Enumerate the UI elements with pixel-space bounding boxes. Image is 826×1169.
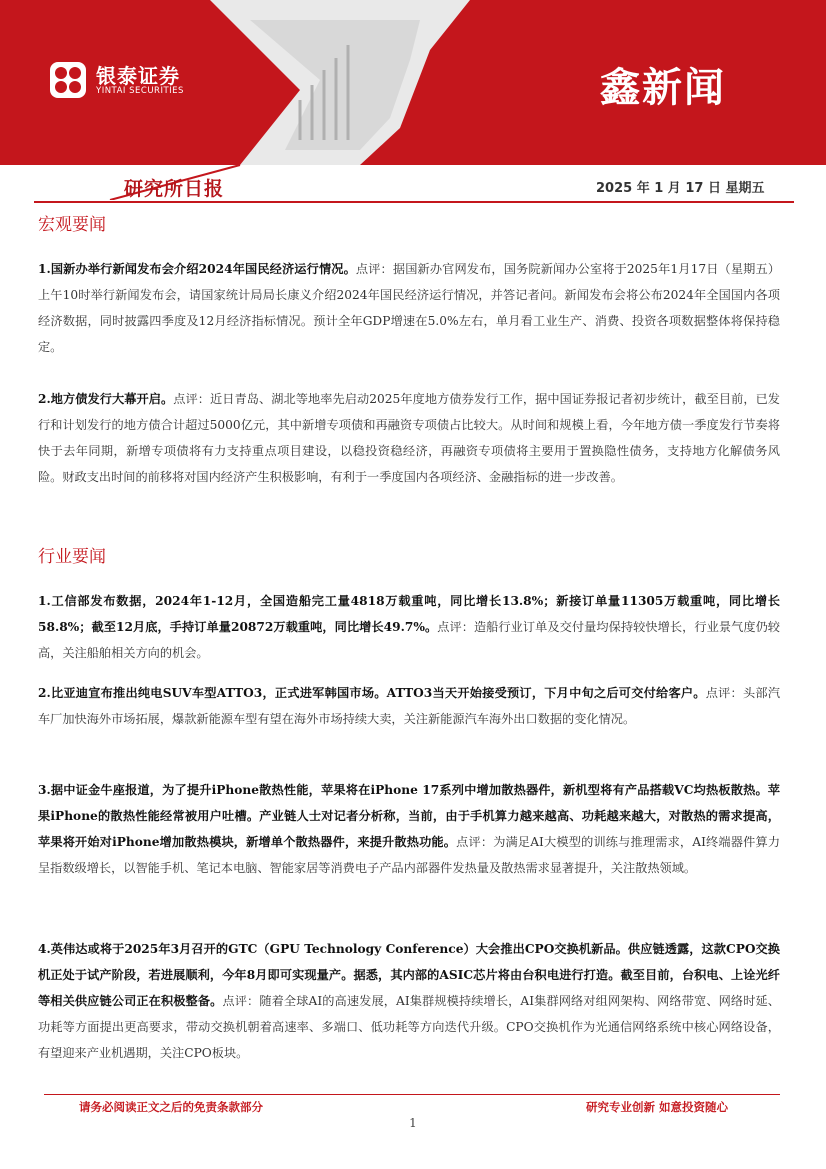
section-title-macro: 宏观要闻 — [38, 215, 106, 235]
news-headline: 2.地方债发行大幕开启。 — [38, 392, 174, 406]
logo-name-en: YINTAI SECURITIES — [96, 86, 184, 96]
comment-label: 点评： — [705, 686, 743, 700]
report-date: 2025 年 1 月 17 日 星期五 — [596, 181, 765, 196]
news-item — [38, 256, 780, 360]
comment-text: 近日青岛、湖北等地率先启动2025年度地方债券发行工作，据中国证券报记者初步统计，截至目前，已发行和计划发行的地方债合计超过5000亿元，其中新增专项债和再融资专项债占比较大。从时间和规模上看，今年地方债一季度发行节奏将快于去年同期，新增专项债将有力支持重点项目建设，以稳投资稳经济，再融资专项债将主要用于置换隐性债务，支持地方化解债务风险。财政支出时间的前移将对国内经济产生积极影响，有利于一季度国内各项经济、金融指标的进一步改善。 — [38, 392, 780, 484]
news-item — [38, 386, 780, 490]
news-item — [38, 588, 780, 666]
footer-slogan: 研究专业创新 如意投资随心 — [586, 1100, 729, 1114]
news-item — [38, 777, 780, 881]
news-headline: 1.工信部发布数据，2024年1-12月，全国造船完工量4818万载重吨，同比增长13.8%；新接订单量11305万载重吨，同比增长58.8%；截至12月底，手持订单量20872万载重吨，同比增长49.7%。 — [38, 594, 780, 634]
comment-text: 造船行业订单及交付量均保持较快增长，行业景气度仍较高，关注船舶相关方向的机会。 — [38, 620, 780, 660]
comment-text: 据国新办官网发布，国务院新闻办公室将于2025年1月17日（星期五）上午10时举行新闻发布会，请国家统计局局长康义介绍2024年国民经济运行情况，并答记者问。新闻发布会将公布2024年全国国内各项经济数据，同时披露四季度及12月经济指标情况。预计全年GDP增速在5.0%左右，单月看工业生产、消费、投资各项数据整体将保持稳定。 — [38, 262, 781, 354]
logo-icon — [48, 60, 88, 100]
header-banner — [0, 0, 826, 200]
footer-divider — [44, 1094, 780, 1095]
comment-label: 点评： — [437, 620, 474, 634]
comment-label: 点评： — [173, 392, 211, 406]
comment-text: 为满足AI大模型的训练与推理需求，AI终端器件算力呈指数级增长，以智能手机、笔记本电脑、智能家居等消费电子产品内部器件发热量及散热需求显著提升，关注散热领域。 — [38, 835, 780, 875]
comment-label: 点评： — [222, 994, 260, 1008]
news-item — [38, 936, 780, 1066]
comment-text: 随着全球AI的高速发展，AI集群规模持续增长，AI集群网络对组网架构、网络带宽、网络时延、功耗等方面提出更高要求，带动交换机朝着高速率、多端口、低功耗等方向迭代升级。CPO交换机作为光通信网络系统中核心网络设备，有望迎来产业机遇期，关注CPO板块。 — [38, 994, 780, 1060]
comment-label: 点评： — [456, 835, 494, 849]
news-headline: 4.英伟达或将于2025年3月召开的GTC（GPU Technology Conference）大会推出CPO交换机新品。供应链透露，这款CPO交换机正处于试产阶段，若进展顺利，今年8月即可实现量产。据悉，其内部的ASIC芯片将由台积电进行打造。截至目前，台积电、上诠光纤等相关供应链公司正在积极整备。 — [38, 942, 780, 1008]
publication-title: 鑫新闻 — [600, 65, 726, 111]
header-divider — [34, 201, 794, 203]
comment-label: 点评： — [355, 262, 393, 276]
news-headline: 2.比亚迪宣布推出纯电SUV车型ATTO3，正式进军韩国市场。ATTO3当天开始接受预订，下月中旬之后可交付给客户。 — [38, 686, 706, 700]
section-title-industry: 行业要闻 — [38, 547, 106, 567]
logo-name-cn: 银泰证券 — [96, 64, 180, 88]
news-headline: 1.国新办举行新闻发布会介绍2024年国民经济运行情况。 — [38, 262, 356, 276]
comment-text: 头部汽车厂加快海外市场拓展，爆款新能源车型有望在海外市场持续大卖，关注新能源汽车海外出口数据的变化情况。 — [38, 686, 781, 726]
report-name: 研究所日报 — [124, 178, 225, 200]
news-headline: 3.据中证金牛座报道，为了提升iPhone散热性能，苹果将在iPhone 17系列中增加散热器件，新机型将有产品搭载VC均热板散热。苹果iPhone的散热性能经常被用户吐槽。产业链人士对记者分析称，当前，由于手机算力越来越高、功耗越来越大，对散热的需求提高，苹果将开始对iPhone增加散热模块，新增单个散热器件，来提升散热功能。 — [38, 783, 780, 849]
footer-disclaimer: 请务必阅读正文之后的免责条款部分 — [79, 1100, 263, 1114]
page-number: 1 — [409, 1116, 417, 1130]
news-item — [38, 680, 780, 732]
